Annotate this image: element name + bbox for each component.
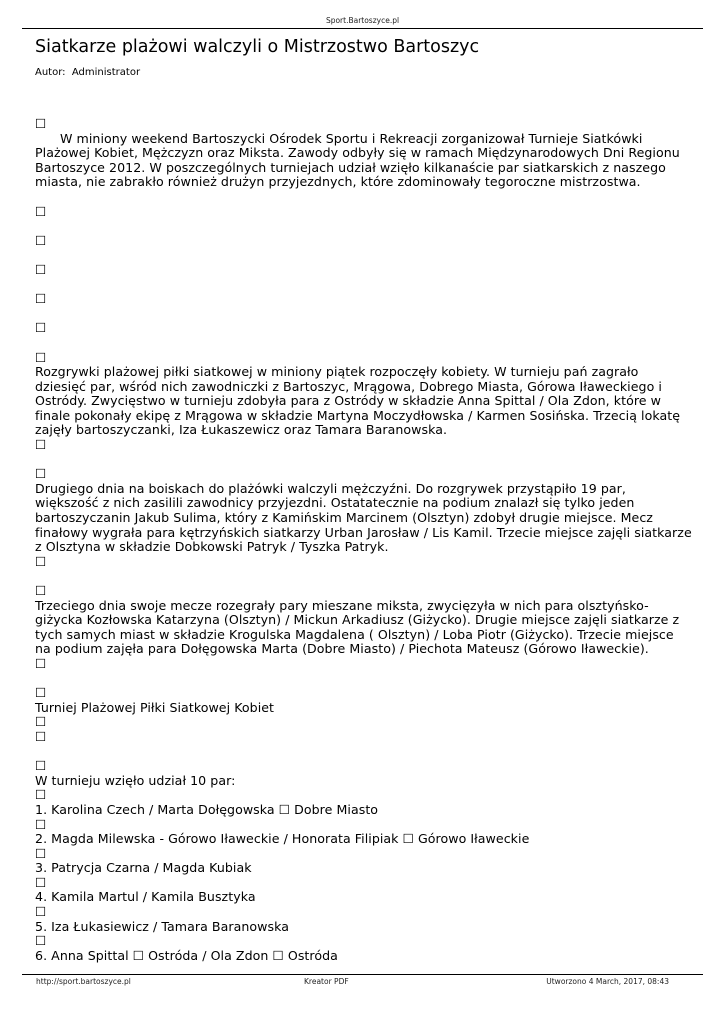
placeholder-box: ☐ — [35, 685, 47, 701]
footer-url: http://sport.bartoszyce.pl — [36, 977, 131, 986]
placeholder-box: ☐ — [35, 874, 47, 890]
placeholder-box: ☐ — [35, 437, 47, 453]
placeholder-box: ☐ — [35, 553, 47, 569]
footer-rule — [22, 974, 703, 975]
placeholder-box: ☐ — [35, 291, 47, 307]
men-paragraph: Drugiego dnia na boiskach do plażówki walczyli mężczyźni. Do rozgrywek przystąpiło 19 par, większość z nich zasilili zawodnicy przyjezdni. Ostatatecznie na podium znalazł się tylko jeden bartoszyczanin Jakub Sulima, który z Kamińskim Marcinem (Olsztyn) zdobył drugie miejsce. Mecz finałowy wygrała para kętrzyńskich siatkarzy Urban Jarosław / Lis Kamil. Trzecie miejsce zajęli siatkarze z Olsztyna w składzie Dobkowski Patryk / Tyszka Patryk. — [35, 480, 692, 555]
result-item: 2. Magda Milewska - Górowo Iławeckie / Honorata Filipiak ☐ Górowo Iławeckie — [35, 831, 530, 847]
placeholder-box: ☐ — [35, 261, 47, 277]
placeholder-box: ☐ — [35, 714, 47, 730]
placeholder-box: ☐ — [35, 933, 47, 949]
placeholder-box: ☐ — [35, 116, 47, 131]
mixed-paragraph: Trzeciego dnia swoje mecze rozegrały pary mieszane miksta, zwycięzyła w nich para olsztyńsko-giżycka Kozłowska Katarzyna (Olsztyn) / Mickun Arkadiusz (Giżycko). Drugie miejsce zajęli siatkarze z tych samych miast w składzie Krogulska Magdalena ( Olsztyn) / Loba Piotr (Giżycko). Trzecie miejsce na podium zajęła para Dołęgowska Marta (Dobre Miasto) / Piechota Mateusz (Górowo Iławeckie). — [35, 597, 680, 657]
result-item: 3. Patrycja Czarna / Magda Kubiak — [35, 860, 252, 876]
placeholder-box: ☐ — [35, 816, 47, 832]
pairs-intro: W turnieju wzięło udział 10 par: — [35, 772, 236, 788]
placeholder-box: ☐ — [35, 349, 47, 365]
intro-paragraph — [35, 132, 693, 190]
placeholder-box: ☐ — [35, 466, 47, 482]
author-line — [35, 67, 140, 78]
result-item: 5. Iza Łukasiewicz / Tamara Baranowska — [35, 918, 290, 934]
placeholder-box: ☐ — [35, 320, 47, 336]
tournament-heading: Turniej Plażowej Piłki Siatkowej Kobiet — [35, 699, 275, 715]
article-body — [35, 117, 693, 963]
placeholder-box: ☐ — [35, 583, 47, 598]
page-title: Siatkarze plażowi walczyli o Mistrzostwo Bartoszyc — [35, 37, 480, 57]
placeholder-box: ☐ — [35, 758, 47, 774]
footer-generator: Kreator PDF — [304, 977, 349, 986]
placeholder-box: ☐ — [35, 203, 47, 219]
author-name: Administrator — [71, 67, 141, 78]
footer-created: Utworzono 4 March, 2017, 08:43 — [546, 977, 669, 986]
placeholder-box: ☐ — [35, 904, 47, 920]
placeholder-box: ☐ — [35, 728, 47, 744]
result-item: 6. Anna Spittal ☐ Ostróda / Ola Zdon ☐ Ostróda — [35, 947, 338, 963]
women-paragraph: Rozgrywki plażowej piłki siatkowej w miniony piątek rozpoczęły kobiety. W turnieju pań zagrało dziesięć par, wśród nich zawodniczki z Bartoszyc, Mrągowa, Dobrego Miasta, Górowa Iławeckiego i Ostródy. Zwycięstwo w turnieju zdobyła para z Ostródy w składzie Anna Spittal / Ola Zdon, które w finale pokonały ekipę z Mrągowa w składzie Martyna Moczydłowska / Karmen Sosińska. Trzecią lokatę zajęły bartoszyczanki, Iza Łukaszewicz oraz Tamara Baranowska. — [35, 364, 681, 438]
header-rule — [22, 28, 703, 29]
page-header-site: Sport.Bartoszyce.pl — [325, 16, 400, 25]
placeholder-box: ☐ — [35, 232, 47, 248]
intro-text: W miniony weekend Bartoszycki Ośrodek Sportu i Rekreacji zorganizował Turnieje Siatkówki Plażowej Kobiet, Mężczyzn oraz Miksta. Zawody odbyły się w ramach Międzynarodowych Dni Regionu Bartoszyce 2012. W poszczególnych turniejach udział wzięło kilkanaście par siatkarskich z naszego miasta, nie zabrakło również drużyn przyjezdnych, które zdominowały tegoroczne mistrzostwa. — [35, 130, 680, 190]
author-label: Autor: — [35, 67, 66, 78]
result-item: 4. Kamila Martul / Kamila Busztyka — [35, 889, 256, 905]
placeholder-box: ☐ — [35, 655, 47, 671]
placeholder-box: ☐ — [35, 845, 47, 861]
placeholder-box: ☐ — [35, 787, 47, 803]
result-item: 1. Karolina Czech / Marta Dołęgowska ☐ Dobre Miasto — [35, 801, 379, 817]
